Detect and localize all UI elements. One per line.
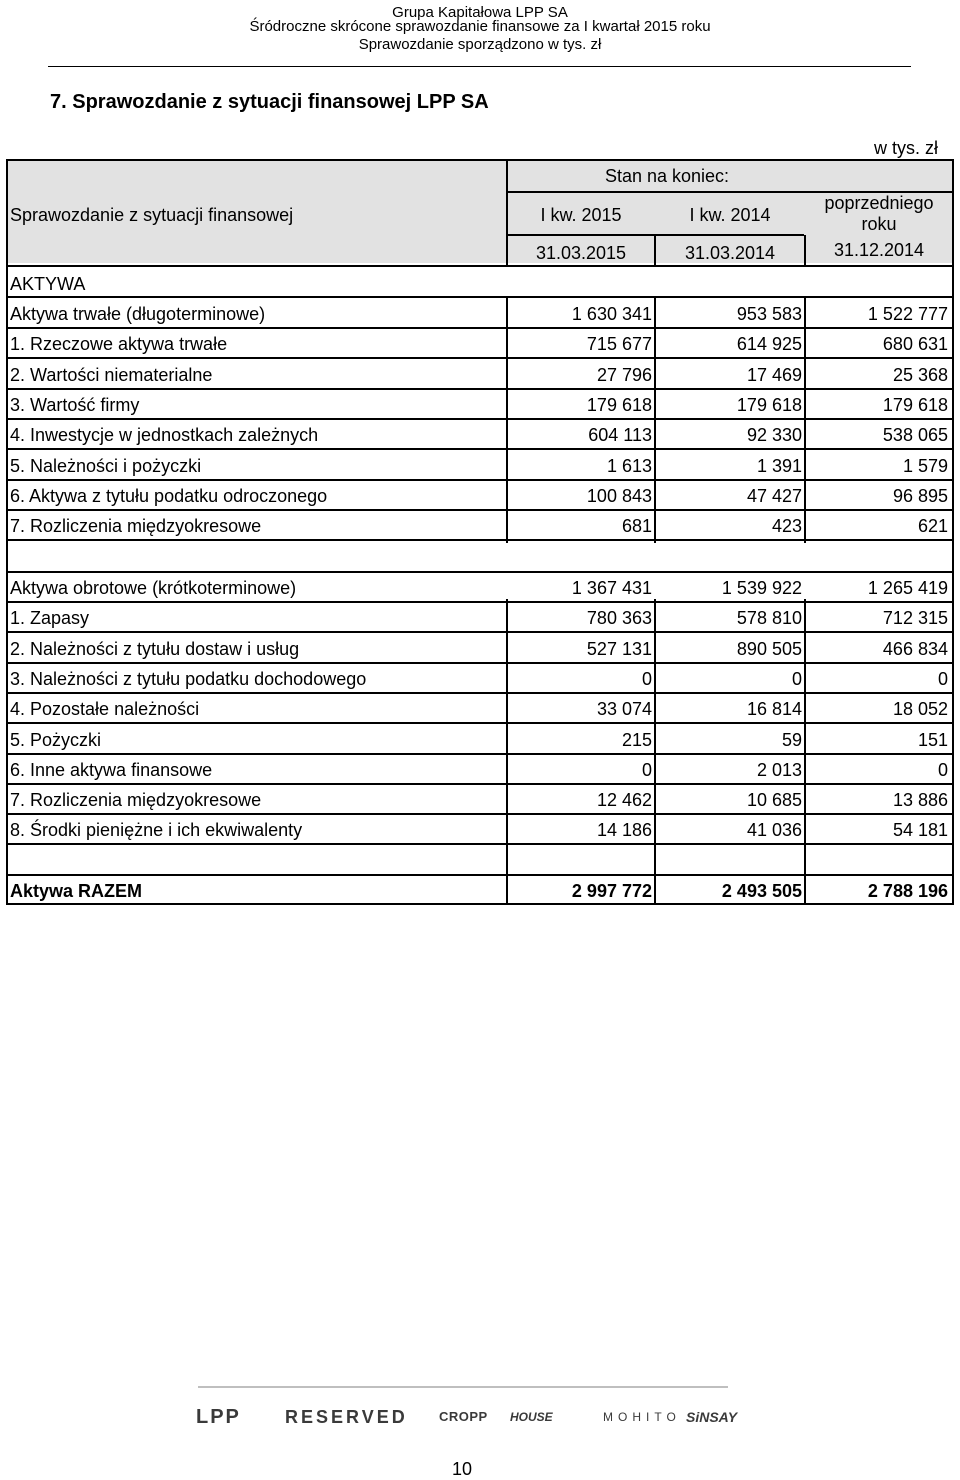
row-value: 33 074 — [596, 699, 652, 720]
row-label: Aktywa obrotowe (krótkoterminowe) — [10, 578, 297, 598]
row-value: 179 618 — [882, 394, 948, 415]
row-value: 13 886 — [892, 790, 948, 811]
row-value: 1 522 777 — [867, 304, 948, 324]
col-header-q1-2014: I kw. 2014 — [689, 205, 771, 225]
row-label: 4. Inwestycje w jednostkach zależnych — [10, 425, 319, 446]
col-date-3: 31.12.2014 — [833, 240, 925, 260]
header-divider — [48, 66, 911, 67]
row-value: 614 925 — [736, 334, 802, 355]
row-value: 780 363 — [586, 608, 652, 629]
row-label: 6. Aktywa z tytułu podatku odroczonego — [10, 485, 328, 506]
row-label: Aktywa RAZEM — [10, 881, 143, 901]
row-value: 1 367 431 — [571, 578, 652, 598]
row-value: 680 631 — [882, 334, 948, 355]
brand-logo-house: HOUSE — [510, 1410, 553, 1424]
report-company-name: Grupa Kapitałowa LPP SA — [392, 4, 568, 21]
row-value: 423 — [771, 516, 802, 537]
row-value: 1 539 922 — [721, 578, 802, 598]
row-value: 466 834 — [882, 638, 948, 659]
row-value: 1 613 — [606, 455, 652, 476]
balance-sheet-table — [6, 159, 954, 905]
row-value: 681 — [621, 516, 652, 537]
footer-divider — [198, 1386, 728, 1388]
row-value: 12 462 — [596, 790, 652, 811]
row-value: 10 685 — [746, 790, 802, 811]
row-value: 59 — [781, 729, 802, 750]
brand-logo-cropp: CROPP — [439, 1409, 488, 1424]
row-value: 18 052 — [892, 699, 948, 720]
row-value: 0 — [937, 668, 948, 689]
row-label: 8. Środki pieniężne i ich ekwiwalenty — [10, 820, 303, 841]
row-value: 0 — [937, 759, 948, 780]
brand-logo-sinsay: SiNSAY — [686, 1409, 738, 1425]
row-value: 1 265 419 — [867, 578, 948, 598]
row-value: 1 391 — [756, 455, 802, 476]
row-value: 215 — [621, 729, 652, 750]
row-value: 890 505 — [736, 638, 802, 659]
row-value: 92 330 — [746, 425, 802, 446]
row-value: 2 013 — [756, 759, 802, 780]
row-value: 2 997 772 — [571, 881, 652, 901]
row-value: 41 036 — [746, 820, 802, 841]
row-value: 17 469 — [746, 364, 802, 385]
row-value: 578 810 — [736, 608, 802, 629]
brand-logo-reserved: RESERVED — [285, 1407, 408, 1427]
section-title: 7. Sprawozdanie z sytuacji finansowej LPP SA — [50, 91, 489, 113]
row-value: 715 677 — [586, 334, 652, 355]
row-value: 151 — [917, 729, 948, 750]
row-label: 5. Pożyczki — [10, 729, 102, 750]
row-value: 1 630 341 — [571, 304, 652, 324]
brand-logo-lpp: LPP — [196, 1406, 241, 1428]
row-value: 953 583 — [736, 304, 802, 324]
row-value: 1 579 — [902, 455, 948, 476]
row-value: 179 618 — [736, 394, 802, 415]
row-value: 0 — [791, 668, 802, 689]
page-number: 10 — [451, 1459, 473, 1479]
row-label: 5. Należności i pożyczki — [10, 455, 202, 476]
row-value: 0 — [641, 759, 652, 780]
row-value: 621 — [917, 516, 948, 537]
row-value: 16 814 — [746, 699, 802, 720]
row-label: 4. Pozostałe należności — [10, 699, 200, 720]
col-header-q1-2015: I kw. 2015 — [540, 205, 622, 225]
row-header-label: Sprawozdanie z sytuacji finansowej — [10, 205, 294, 225]
row-value: 538 065 — [882, 425, 948, 446]
row-value: 2 788 196 — [867, 881, 948, 901]
row-label: 1. Rzeczowe aktywa trwałe — [10, 334, 228, 355]
row-value: 604 113 — [588, 425, 652, 446]
row-label: 6. Inne aktywa finansowe — [10, 759, 213, 780]
row-label: 3. Należności z tytułu podatku dochodowego — [10, 668, 367, 689]
unit-label: w tys. zł — [873, 138, 938, 158]
report-unit-note: Sprawozdanie sporządzono w tys. zł — [358, 36, 602, 53]
row-value: 47 427 — [746, 485, 802, 506]
stan-na-koniec-label: Stan na koniec: — [604, 166, 730, 186]
row-label: 2. Wartości niematerialne — [10, 364, 213, 385]
row-value: 54 181 — [892, 820, 948, 841]
brand-logo-mohito: MOHITO — [603, 1410, 681, 1424]
row-label: 7. Rozliczenia międzyokresowe — [10, 516, 262, 537]
col-date-1: 31.03.2015 — [535, 243, 627, 263]
row-value: 96 895 — [892, 485, 948, 506]
row-value: 100 843 — [586, 485, 652, 506]
report-subtitle: Śródroczne skrócone sprawozdanie finansowe za I kwartał 2015 roku — [249, 18, 711, 35]
row-value: 25 368 — [892, 364, 948, 385]
row-label: Aktywa trwałe (długoterminowe) — [10, 304, 266, 324]
row-label: 3. Wartość firmy — [10, 394, 140, 415]
row-value: 179 618 — [586, 394, 652, 415]
col-date-2: 31.03.2014 — [684, 243, 776, 263]
row-value: 14 186 — [596, 820, 652, 841]
row-value: 527 131 — [586, 638, 652, 659]
row-label: 1. Zapasy — [10, 608, 90, 629]
row-value: 712 315 — [882, 608, 948, 629]
row-value: 27 796 — [596, 364, 652, 385]
row-label: 2. Należności z tytułu dostaw i usług — [10, 638, 300, 659]
col-header-previous-year: poprzedniego roku — [824, 193, 934, 234]
row-value: 0 — [641, 668, 652, 689]
row-value: 2 493 505 — [721, 881, 802, 901]
row-label: 7. Rozliczenia międzyokresowe — [10, 790, 262, 811]
group-label-aktywa: AKTYWA — [10, 274, 86, 294]
